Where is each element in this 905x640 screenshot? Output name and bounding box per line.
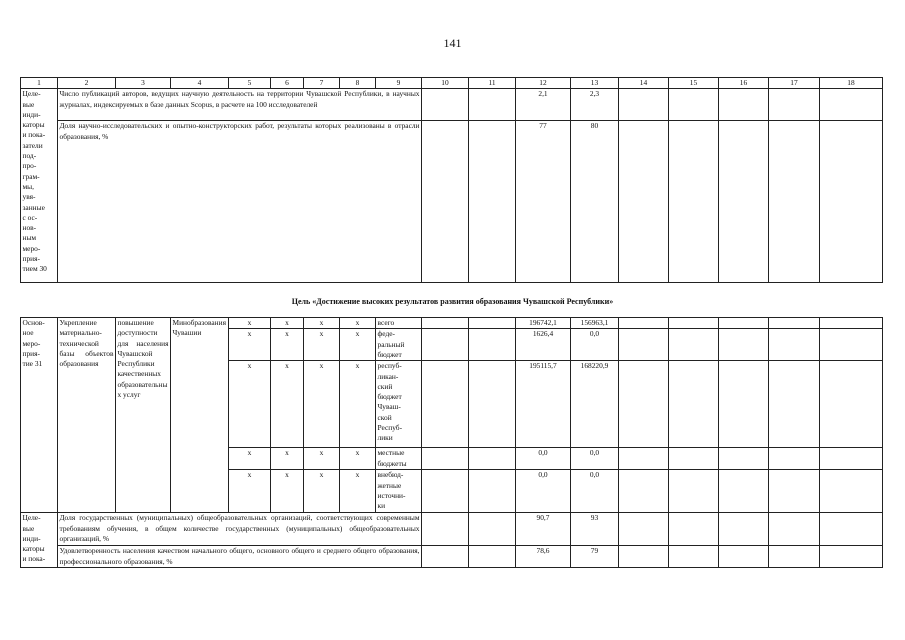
value-cell: 156963,1: [571, 318, 619, 329]
code-cell: x: [229, 470, 271, 513]
column-number: 9: [376, 78, 422, 89]
empty-cell: [719, 318, 769, 329]
goal-heading: Цель «Достижение высоких результатов развития образования Чувашской Республики»: [291, 297, 614, 306]
empty-cell: [719, 513, 769, 546]
empty-cell: [669, 546, 719, 568]
column-number: 10: [422, 78, 469, 89]
empty-cell: [719, 448, 769, 470]
empty-cell: [719, 329, 769, 361]
code-cell: x: [271, 448, 304, 470]
funding-source: местные бюджеты: [376, 448, 422, 470]
empty-cell: [820, 448, 883, 470]
page-number: 141: [443, 36, 462, 50]
code-cell: x: [340, 470, 376, 513]
code-cell: x: [340, 448, 376, 470]
column-number: 12: [516, 78, 571, 89]
empty-cell: [619, 448, 669, 470]
value-cell: 2,3: [571, 89, 619, 121]
empty-cell: [820, 329, 883, 361]
code-cell: x: [229, 361, 271, 448]
empty-cell: [669, 121, 719, 283]
column-number: 2: [58, 78, 116, 89]
column-number: 4: [171, 78, 229, 89]
code-cell: x: [304, 470, 340, 513]
empty-cell: [820, 361, 883, 448]
empty-cell: [619, 318, 669, 329]
column-number: 18: [820, 78, 883, 89]
empty-cell: [769, 121, 820, 283]
empty-cell: [820, 318, 883, 329]
empty-cell: [422, 513, 469, 546]
value-cell: 93: [571, 513, 619, 546]
code-cell: x: [340, 318, 376, 329]
empty-cell: [422, 329, 469, 361]
indicator-text: Доля государственных (муниципальных) общеобразовательных организаций, соответствующих современным требованиям обучения, в общем количестве государственных (муниципальных) общеобразовательных организаций, %: [58, 513, 422, 546]
empty-cell: [619, 89, 669, 121]
empty-cell: [469, 121, 516, 283]
code-cell: x: [271, 318, 304, 329]
empty-cell: [769, 448, 820, 470]
value-cell: 79: [571, 546, 619, 568]
table-row: [21, 513, 883, 546]
value-cell: 196742,1: [516, 318, 571, 329]
table-row: [21, 89, 883, 121]
empty-cell: [422, 318, 469, 329]
value-cell: 0,0: [516, 470, 571, 513]
column-number: 11: [469, 78, 516, 89]
funding-source: феде- ральный бюджет: [376, 329, 422, 361]
empty-cell: [619, 470, 669, 513]
column-number: 17: [769, 78, 820, 89]
empty-cell: [619, 121, 669, 283]
empty-cell: [469, 546, 516, 568]
empty-cell: [469, 361, 516, 448]
column-number: 6: [271, 78, 304, 89]
empty-cell: [769, 361, 820, 448]
empty-cell: [469, 329, 516, 361]
value-cell: 195115,7: [516, 361, 571, 448]
empty-cell: [669, 318, 719, 329]
code-cell: x: [229, 448, 271, 470]
empty-cell: [469, 470, 516, 513]
empty-cell: [769, 546, 820, 568]
indicators-table-top: [20, 77, 883, 283]
main-event-table: [20, 317, 883, 568]
empty-cell: [469, 448, 516, 470]
main-event-name: Укрепление материально-технической базы объектов образования: [58, 318, 116, 513]
value-cell: 90,7: [516, 513, 571, 546]
empty-cell: [669, 329, 719, 361]
table-row: [21, 546, 883, 568]
column-number: 13: [571, 78, 619, 89]
code-cell: x: [304, 448, 340, 470]
empty-cell: [619, 546, 669, 568]
empty-cell: [669, 361, 719, 448]
empty-cell: [422, 448, 469, 470]
code-cell: x: [271, 329, 304, 361]
table-row: [21, 121, 883, 283]
column-number-row: [21, 78, 883, 89]
empty-cell: [422, 361, 469, 448]
empty-cell: [769, 329, 820, 361]
empty-cell: [769, 470, 820, 513]
value-cell: 0,0: [571, 448, 619, 470]
column-number: 16: [719, 78, 769, 89]
value-cell: 0,0: [571, 470, 619, 513]
code-cell: x: [271, 361, 304, 448]
funding-row: [21, 318, 883, 329]
empty-cell: [820, 89, 883, 121]
empty-cell: [820, 546, 883, 568]
value-cell: 80: [571, 121, 619, 283]
empty-cell: [619, 361, 669, 448]
empty-cell: [820, 121, 883, 283]
column-number: 7: [304, 78, 340, 89]
empty-cell: [820, 470, 883, 513]
empty-cell: [669, 513, 719, 546]
indicators-side-label: Целе- вые инди- каторы и пока- затели под- про- грам- мы, увя- занные с ос- нов- ным меро- прия- тием 30: [21, 89, 58, 283]
indicator-text: Удовлетворенность населения качеством начального общего, основного общего и среднего общего образования, профессионального образования, %: [58, 546, 422, 568]
column-number: 3: [116, 78, 171, 89]
column-number: 14: [619, 78, 669, 89]
value-cell: 78,6: [516, 546, 571, 568]
column-number: 8: [340, 78, 376, 89]
indicators-side-label: Целе- вые инди- каторы и пока-: [21, 513, 58, 568]
empty-cell: [422, 89, 469, 121]
value-cell: 0,0: [516, 448, 571, 470]
empty-cell: [820, 513, 883, 546]
empty-cell: [619, 513, 669, 546]
value-cell: 1626,4: [516, 329, 571, 361]
indicator-text: Доля научно-исследовательских и опытно-конструкторских работ, результаты которых реализованы в отрасли образования, %: [58, 121, 422, 283]
code-cell: x: [340, 329, 376, 361]
empty-cell: [719, 470, 769, 513]
empty-cell: [469, 318, 516, 329]
column-number: 15: [669, 78, 719, 89]
empty-cell: [422, 121, 469, 283]
code-cell: x: [229, 329, 271, 361]
code-cell: x: [271, 470, 304, 513]
code-cell: x: [304, 361, 340, 448]
empty-cell: [719, 121, 769, 283]
value-cell: 168220,9: [571, 361, 619, 448]
funding-source: всего: [376, 318, 422, 329]
empty-cell: [669, 89, 719, 121]
empty-cell: [719, 361, 769, 448]
empty-cell: [669, 470, 719, 513]
empty-cell: [719, 89, 769, 121]
empty-cell: [469, 513, 516, 546]
empty-cell: [619, 329, 669, 361]
empty-cell: [422, 546, 469, 568]
empty-cell: [469, 89, 516, 121]
value-cell: 0,0: [571, 329, 619, 361]
indicator-text: Число публикаций авторов, ведущих научную деятельность на территории Чувашской Республики, в научных журналах, индексируемых в базе данных Scopus, в расчете на 100 исследователей: [58, 89, 422, 121]
code-cell: x: [304, 329, 340, 361]
funding-source: внебюд- жетные источни- ки: [376, 470, 422, 513]
empty-cell: [769, 513, 820, 546]
empty-cell: [769, 89, 820, 121]
value-cell: 2,1: [516, 89, 571, 121]
main-event-purpose: повышение доступности для населения Чувашской Республики качественных образовательных услуг: [116, 318, 171, 513]
code-cell: x: [340, 361, 376, 448]
funding-source: респуб- ликан- ский бюджет Чуваш- ской Респуб- лики: [376, 361, 422, 448]
empty-cell: [422, 470, 469, 513]
main-event-executor: Минобразования Чувашии: [171, 318, 229, 513]
value-cell: 77: [516, 121, 571, 283]
code-cell: x: [304, 318, 340, 329]
empty-cell: [769, 318, 820, 329]
empty-cell: [719, 546, 769, 568]
main-event-label: Основ- ное меро- прия- тие 31: [21, 318, 58, 513]
column-number: 5: [229, 78, 271, 89]
empty-cell: [669, 448, 719, 470]
code-cell: x: [229, 318, 271, 329]
column-number: 1: [21, 78, 58, 89]
